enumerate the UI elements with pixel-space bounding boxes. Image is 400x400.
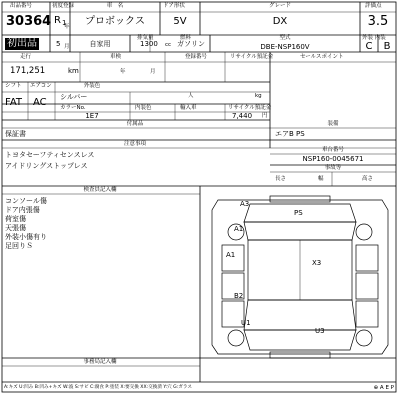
label-recycle: リサイクル預託金	[228, 105, 272, 111]
displacement: 1300	[140, 40, 158, 48]
label-length: 長さ	[275, 176, 287, 182]
first-reg-month: 5	[56, 40, 61, 48]
recycle-fee: 7,440	[232, 112, 253, 120]
label-lot-no: 出品番号	[10, 3, 33, 9]
label-aircon: エアコン	[30, 83, 52, 89]
label-door: ドア形状	[163, 3, 185, 9]
chassis-number: NSP160-0045671	[302, 155, 364, 163]
inspection-note-4: 天張傷	[5, 224, 26, 232]
label-ext-color: 外装色	[83, 83, 101, 89]
label-remarks: 注意事項	[123, 141, 147, 147]
damage-u3: U3	[315, 327, 325, 335]
era: R	[54, 15, 61, 26]
ext-color: シルバー	[60, 93, 88, 101]
note-2: アイドリングストップレス	[5, 162, 88, 170]
footer-legend: A:キズ U:凹み B:凹み+キズ W:波 S:サビ C:腐食 P:塗装 X:要交換 XX:交換済 Y:穴 G:ガラス	[4, 385, 192, 390]
month-unit: 月	[64, 44, 70, 50]
outer-border	[2, 2, 396, 392]
kg-unit: kg	[255, 93, 262, 99]
label-color-no: カラーNo.	[60, 105, 86, 111]
label-sales-point: セールスポイント	[300, 54, 344, 60]
inspection-note-6: 足回りＳ	[5, 242, 33, 250]
label-accessories: 付属品	[126, 121, 144, 127]
inspection-month: 月	[150, 69, 156, 75]
inspection-year: 年	[120, 69, 126, 75]
label-grade: グレード	[268, 3, 292, 9]
shift-type: FAT	[5, 97, 23, 108]
label-car-name: 車 名	[106, 3, 124, 9]
label-equipment-hdr: 装備	[327, 121, 339, 127]
label-accident: 事故等	[324, 165, 342, 171]
accessories: 保証書	[5, 130, 26, 138]
person-unit: 人	[188, 93, 194, 99]
inspection-note-2: ドア内張傷	[5, 206, 40, 214]
damage-b2: B2	[234, 292, 244, 300]
lot-number: 30364	[6, 14, 52, 29]
label-fuel: 燃料	[180, 35, 192, 41]
model-code: DBE-NSP160V	[260, 43, 310, 51]
wheel-front-right	[356, 224, 372, 240]
wheel-rear-left	[228, 330, 244, 346]
label-height: 高さ	[362, 176, 374, 182]
label-displacement: 排気量	[137, 35, 154, 41]
footer-page: ⊕ A E P	[373, 385, 394, 391]
use-type: 自家用	[89, 40, 111, 48]
int-grade: B	[383, 41, 391, 52]
fuel-type: ガソリン	[177, 40, 205, 48]
displacement-unit: cc	[165, 42, 172, 48]
label-ownership: 登録番号	[185, 54, 208, 60]
label-inspection: 車検	[110, 54, 122, 60]
label-width: 幅	[318, 176, 324, 182]
label-score: 評価点	[365, 3, 382, 9]
damage-a1-side: A1	[226, 251, 236, 259]
inspection-note-1: コンソール傷	[5, 197, 47, 205]
wheel-rear-right	[356, 330, 372, 346]
inspection-note-5: 外装小傷有り	[5, 233, 47, 241]
label-inspector: 検査員記入欄	[83, 187, 117, 193]
ext-grade: C	[365, 41, 373, 52]
damage-u1: U1	[241, 319, 251, 327]
mileage-unit: km	[68, 67, 79, 75]
first-listing-badge: 初出品	[7, 38, 37, 49]
label-ext-int: 外装 内装	[362, 35, 386, 41]
score: 3.5	[367, 14, 389, 29]
mileage: 171,251	[10, 66, 46, 76]
equipment: エアB PS	[275, 130, 305, 138]
label-shift: シフト	[5, 83, 22, 89]
label-first-reg: 初度登録	[52, 3, 75, 9]
label-interior-color: 内装色	[135, 105, 152, 111]
color-number: 1E7	[85, 112, 99, 120]
label-chassis: 車台番号	[321, 147, 345, 153]
damage-ps: PS	[294, 209, 303, 217]
damage-x3: X3	[312, 259, 322, 267]
note-1: トヨタセーフティセンスレス	[5, 151, 95, 159]
car-name: プロボックス	[85, 16, 145, 27]
yen-unit: 円	[262, 113, 268, 119]
grade: DX	[272, 16, 288, 27]
aircon-value: AC	[33, 97, 47, 108]
label-mileage: 走行	[20, 54, 32, 60]
damage-a1-front: A1	[234, 225, 244, 233]
damage-a3: A3	[240, 200, 250, 208]
inspection-note-3: 荷室傷	[5, 215, 26, 223]
door-type: 5V	[173, 16, 187, 27]
label-office: 事務局記入欄	[83, 359, 117, 365]
label-recycle-hdr: リサイクル預託金	[230, 54, 274, 60]
label-import: 輸入車	[180, 105, 197, 111]
year-unit: 年	[64, 24, 70, 30]
era-year: 1	[62, 19, 67, 27]
label-model: 型式	[279, 35, 291, 41]
